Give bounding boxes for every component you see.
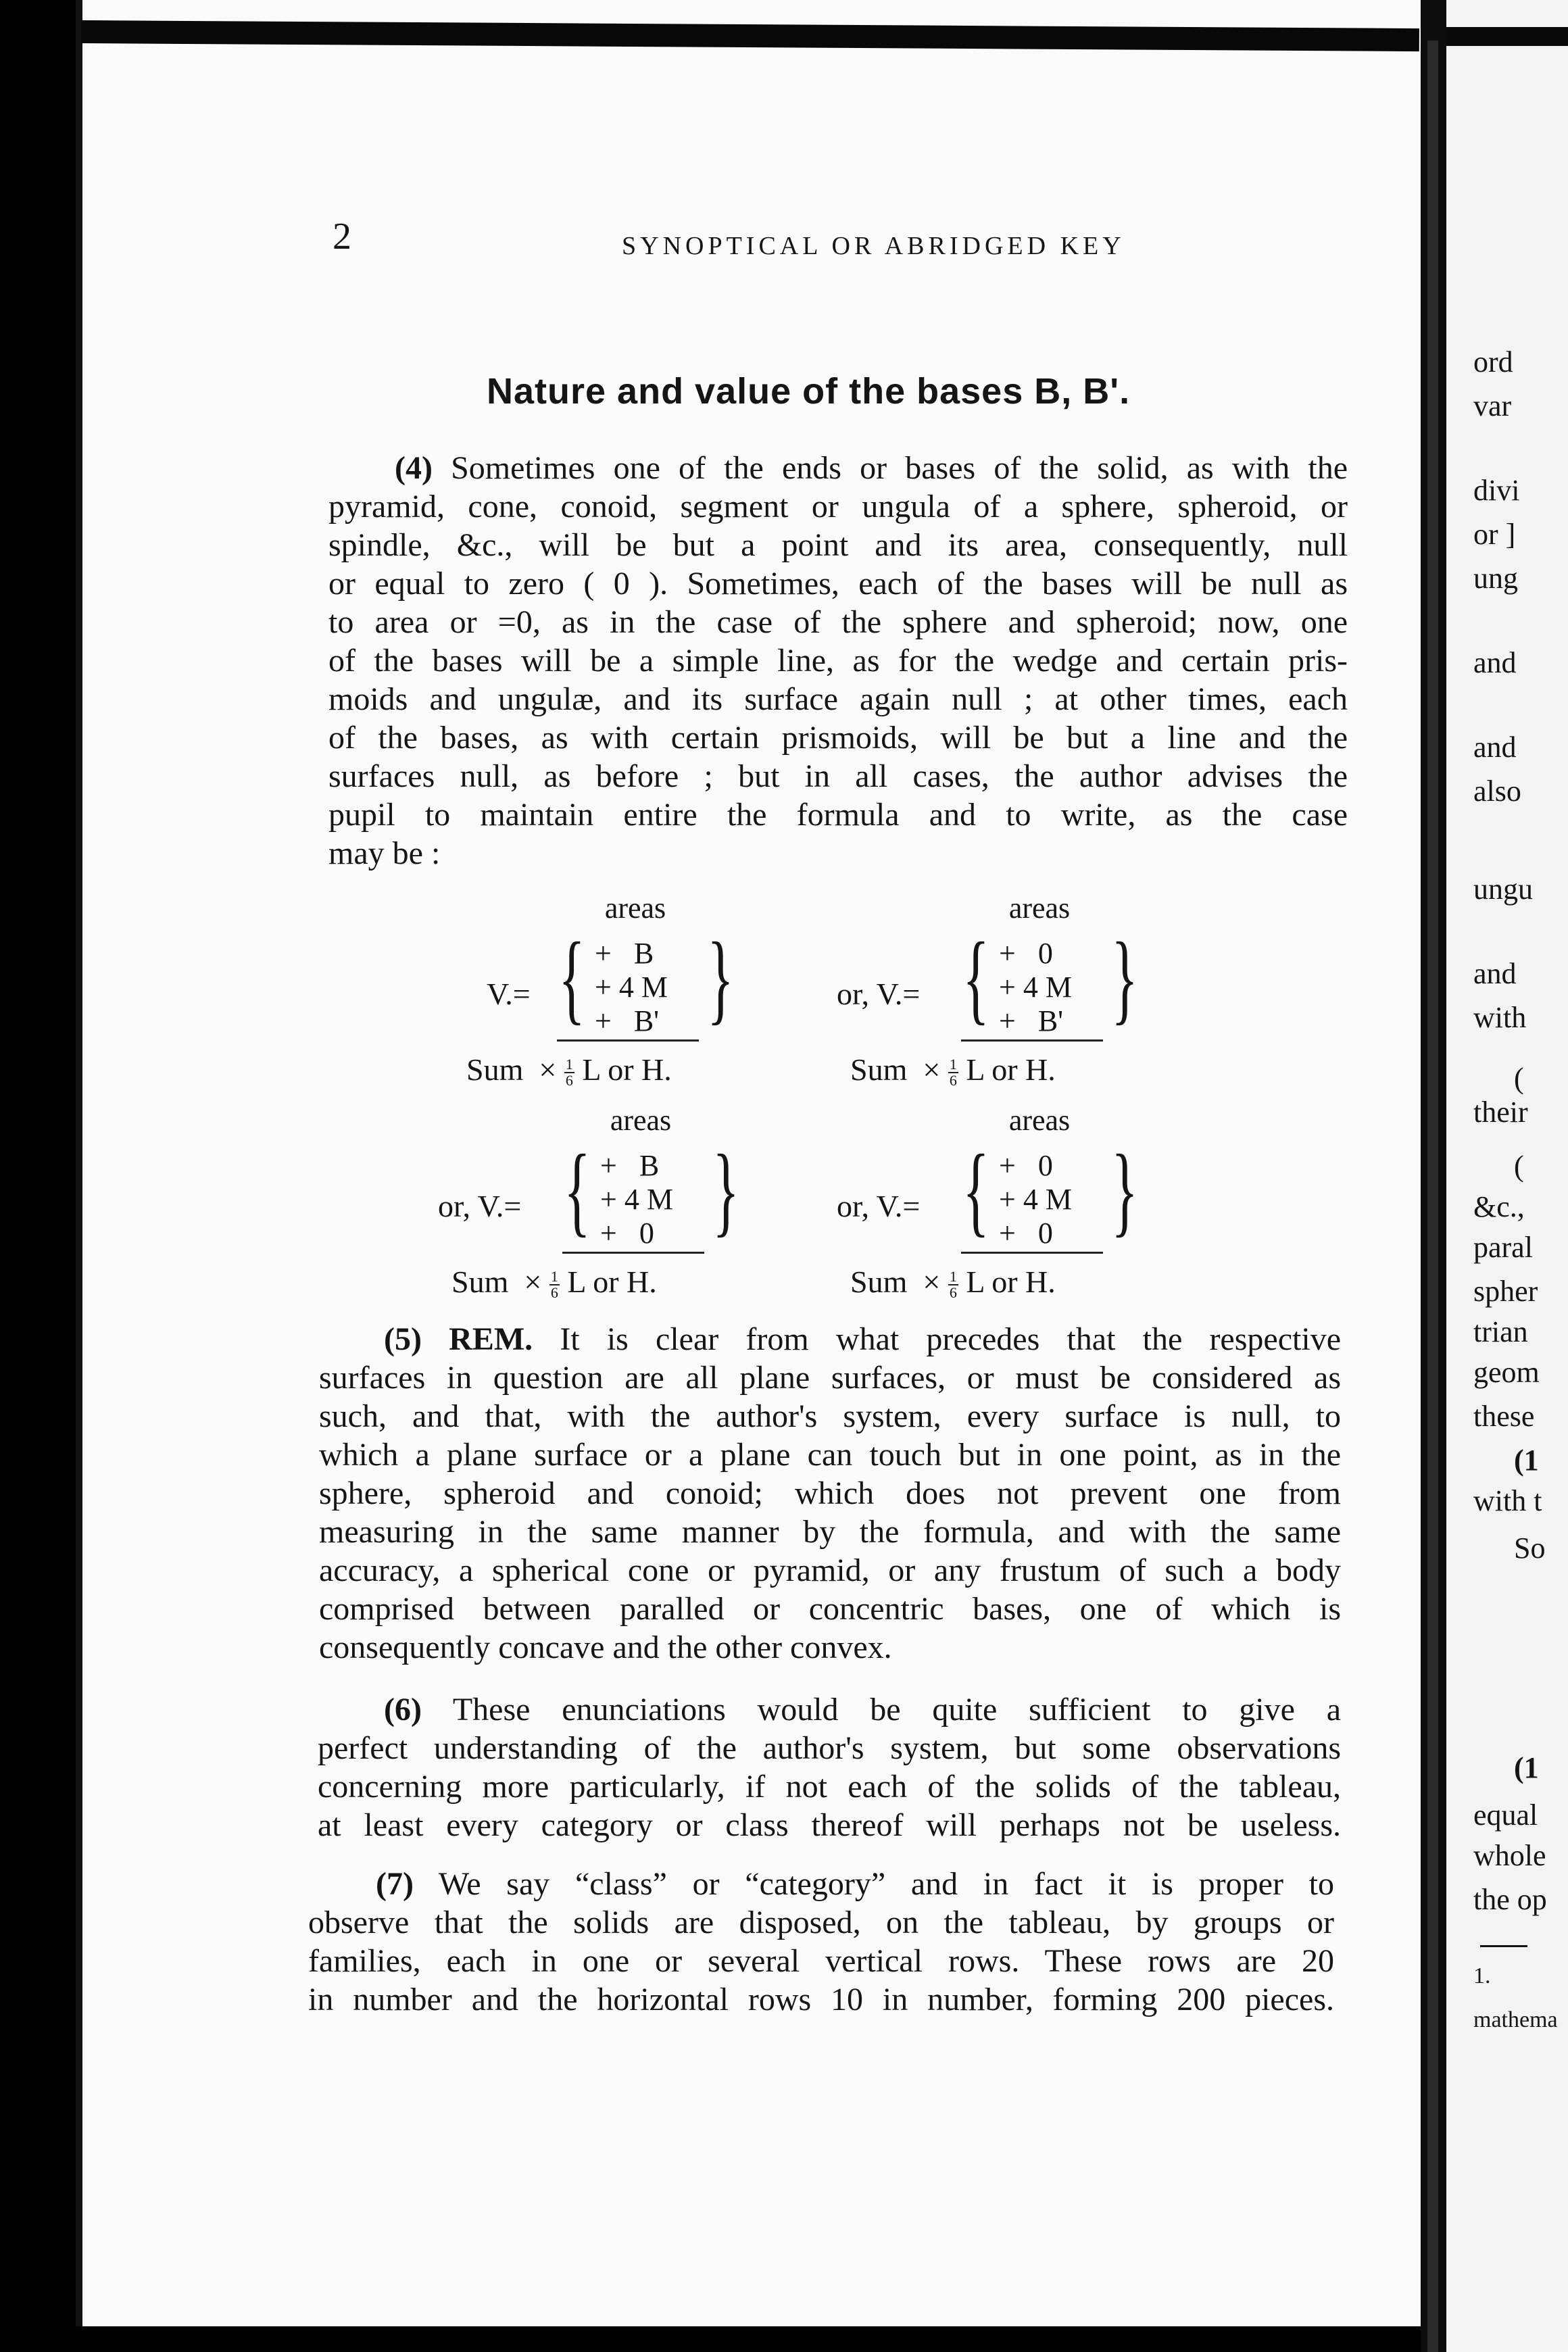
line-text: We say “class” or “category” and in fact it is proper to: [413, 1866, 1334, 1902]
line-text: pupil to maintain entire the formula and to write, as the case: [328, 797, 1348, 833]
footnote-rule: [1480, 1945, 1527, 1947]
right-page-fragment: with: [1473, 1001, 1527, 1034]
formula-term: + 4 M: [600, 1183, 673, 1216]
right-page-fragment: (: [1514, 1150, 1524, 1183]
line-text: pyramid, cone, conoid, segment or ungula of a sphere, spheroid, or: [328, 489, 1348, 524]
right-page-fragment: equal: [1473, 1798, 1538, 1832]
text-line: [328, 681, 1348, 718]
areas-label: areas: [1008, 891, 1071, 925]
right-page-top-border: [1446, 27, 1568, 46]
right-brace: }: [1111, 1134, 1138, 1246]
line-text: accuracy, a spherical cone or pyramid, or any frustum of such a body: [319, 1552, 1341, 1588]
text-line: [308, 1904, 1334, 1942]
line-text: families, each in one or several vertical rows. These rows are 20: [308, 1943, 1334, 1979]
line-text: such, and that, with the author's system, every surface is null, to: [319, 1398, 1341, 1434]
formula-lhs: or, V.=: [438, 1189, 522, 1223]
formula-terms: [595, 937, 668, 1038]
one-sixth-fraction: $\frac{1}{6}$: [949, 1056, 957, 1089]
formula-lhs: V.=: [487, 977, 531, 1011]
formula-lhs: or, V.=: [837, 1189, 921, 1223]
running-head: SYNOPTICAL OR ABRIDGED KEY: [622, 232, 1125, 260]
line-text: concerning more particularly, if not each of the solids of the tableau,: [318, 1769, 1341, 1805]
one-sixth-fraction: $\frac{1}{6}$: [565, 1056, 573, 1089]
text-line: [328, 604, 1348, 641]
formula-terms: [999, 1149, 1072, 1250]
right-page-fragment: the op: [1473, 1883, 1547, 1916]
line-text: moids and ungulæ, and its surface again null ; at other times, each: [328, 681, 1348, 717]
formula-term: + B': [999, 1004, 1064, 1037]
line-text: surfaces in question are all plane surfaces, or must be considered as: [319, 1360, 1341, 1396]
right-page-fragment: spher: [1473, 1275, 1538, 1308]
formula-term: + B: [600, 1149, 660, 1182]
right-page-fragment: and: [1473, 646, 1517, 679]
text-line: [328, 488, 1348, 526]
text-line: [384, 1321, 1341, 1358]
section-heading: Nature and value of the bases B, B'.: [487, 371, 1131, 412]
right-page-fragment: whole: [1473, 1839, 1546, 1872]
line-text: It is clear from what precedes that the respective: [533, 1321, 1342, 1357]
text-line: [319, 1590, 1341, 1628]
right-page-fragment: &c.,: [1473, 1190, 1525, 1223]
line-text: in number and the horizontal rows 10 in number, forming 200 pieces.: [308, 1982, 1334, 2017]
text-line: [328, 565, 1348, 603]
page-top-border: [81, 20, 1419, 51]
right-brace: }: [1111, 922, 1138, 1034]
left-brace: {: [962, 1134, 989, 1246]
sum-expression: Sum × $\frac{1}{6}$ L or H.: [850, 1052, 1056, 1089]
text-line: [328, 758, 1348, 795]
right-page-fragment: their: [1473, 1096, 1528, 1129]
line-text: or equal to zero ( 0 ). Sometimes, each of the bases will be null as: [328, 566, 1348, 602]
text-line: [308, 1981, 1334, 2019]
line-text: These enunciations would be quite sufficient to give a: [421, 1692, 1341, 1728]
text-line: [319, 1475, 1341, 1513]
right-page-fragment: (1: [1514, 1444, 1539, 1477]
text-line: [328, 796, 1348, 834]
line-text: comprised between paralled or concentric bases, one of which is: [319, 1591, 1341, 1627]
formula-term: + 4 M: [999, 1183, 1072, 1216]
volume-formula: [837, 1104, 1188, 1311]
line-text: may be :: [328, 835, 441, 871]
line-text: which a plane surface or a plane can touch but in one point, as in the: [319, 1437, 1341, 1473]
text-line: [319, 1629, 1341, 1667]
formula-term: + B': [595, 1004, 660, 1037]
formula-term: + B: [595, 937, 654, 970]
right-page-fragment: (1: [1514, 1751, 1539, 1784]
right-page-fragment: var: [1473, 389, 1512, 422]
formula-terms: [999, 937, 1072, 1038]
right-page-fragment: ungu: [1473, 873, 1533, 906]
areas-label: areas: [1008, 1104, 1071, 1137]
sum-rule: [557, 1039, 699, 1042]
text-line: [328, 719, 1348, 757]
one-sixth-fraction: $\frac{1}{6}$: [550, 1268, 558, 1302]
paragraph-marker: (7): [376, 1866, 414, 1902]
right-page-fragment: trian: [1473, 1315, 1528, 1348]
line-text: Sometimes one of the ends or bases of the solid, as with the: [432, 450, 1348, 486]
line-text: consequently concave and the other convex.: [319, 1630, 892, 1665]
right-page-fragment: paral: [1473, 1231, 1533, 1264]
text-line: [319, 1359, 1341, 1397]
sum-rule: [961, 1039, 1103, 1042]
volume-formula: [837, 891, 1188, 1099]
formula-lhs: or, V.=: [837, 977, 921, 1011]
areas-label: areas: [604, 891, 666, 925]
line-text: surfaces null, as before ; but in all cases, the author advises the: [328, 758, 1348, 794]
paragraph-marker: (5) REM.: [384, 1321, 533, 1357]
right-page-fragment: So: [1514, 1532, 1546, 1565]
left-brace: {: [558, 922, 585, 1034]
right-brace: }: [707, 922, 734, 1034]
line-text: of the bases, as with certain prismoids, will be but a line and the: [328, 720, 1348, 756]
right-page-fragment: ord: [1473, 345, 1513, 378]
left-brace: {: [564, 1134, 591, 1246]
text-line: [384, 1691, 1341, 1729]
line-text: sphere, spheroid and conoid; which does not prevent one from: [319, 1475, 1341, 1511]
areas-label: areas: [610, 1104, 672, 1137]
line-text: observe that the solids are disposed, on the tableau, by groups or: [308, 1905, 1334, 1940]
text-line: [319, 1398, 1341, 1436]
page-edge-shadow: [76, 0, 82, 2326]
formula-term: + 0: [999, 1149, 1053, 1182]
text-line: [328, 835, 1348, 873]
right-page-fragment: also: [1473, 775, 1521, 808]
text-line: [319, 1513, 1341, 1551]
text-line: [328, 526, 1348, 564]
sum-expression: Sum × $\frac{1}{6}$ L or H.: [451, 1265, 657, 1302]
page-number: 2: [333, 216, 351, 258]
formula-term: + 0: [999, 937, 1053, 970]
formula-term: + 0: [999, 1217, 1053, 1250]
sum-rule: [562, 1252, 704, 1254]
text-line: [328, 642, 1348, 680]
text-line: [395, 449, 1348, 487]
line-text: of the bases will be a simple line, as for the wedge and certain pris-: [328, 643, 1348, 679]
right-page-fragment: 1.: [1473, 1963, 1491, 1988]
right-page-fragment: and: [1473, 957, 1517, 990]
gutter-fold-line: [1427, 41, 1438, 2352]
text-line: [319, 1552, 1341, 1590]
text-line: [318, 1807, 1341, 1844]
sum-rule: [961, 1252, 1103, 1254]
formula-terms: [600, 1149, 673, 1250]
paragraph-marker: (4): [395, 450, 433, 486]
right-page-fragment: mathema: [1473, 2007, 1558, 2032]
right-brace: }: [712, 1134, 739, 1246]
text-line: [318, 1730, 1341, 1767]
formula-term: + 4 M: [999, 971, 1072, 1004]
right-page-fragment: these: [1473, 1400, 1535, 1433]
sum-expression: Sum × $\frac{1}{6}$ L or H.: [850, 1265, 1056, 1302]
line-text: spindle, &c., will be but a point and its area, consequently, null: [328, 527, 1348, 563]
line-text: perfect understanding of the author's system, but some observations: [318, 1730, 1341, 1766]
text-line: [376, 1865, 1334, 1903]
formula-term: + 4 M: [595, 971, 668, 1004]
right-page-fragment: ung: [1473, 562, 1518, 595]
left-brace: {: [962, 922, 989, 1034]
text-line: [308, 1942, 1334, 1980]
sum-expression: Sum × $\frac{1}{6}$ L or H.: [466, 1052, 672, 1089]
line-text: at least every category or class thereof will perhaps not be useless.: [318, 1807, 1341, 1843]
volume-formula: [438, 1104, 789, 1311]
line-text: to area or =0, as in the case of the sphere and spheroid; now, one: [328, 604, 1348, 640]
formula-term: + 0: [600, 1217, 654, 1250]
right-page-fragment: divi: [1473, 474, 1520, 507]
text-line: [318, 1768, 1341, 1806]
line-text: measuring in the same manner by the formula, and with the same: [319, 1514, 1341, 1550]
volume-formula: [466, 891, 838, 1099]
text-line: [319, 1436, 1341, 1474]
right-page-fragment: and: [1473, 731, 1517, 764]
right-page-fragment: geom: [1473, 1356, 1540, 1389]
one-sixth-fraction: $\frac{1}{6}$: [949, 1268, 957, 1302]
paragraph-marker: (6): [384, 1692, 422, 1728]
right-page-fragment: (: [1514, 1062, 1524, 1095]
right-page-fragment: with t: [1473, 1484, 1542, 1517]
right-page-fragment: or ]: [1473, 518, 1516, 551]
